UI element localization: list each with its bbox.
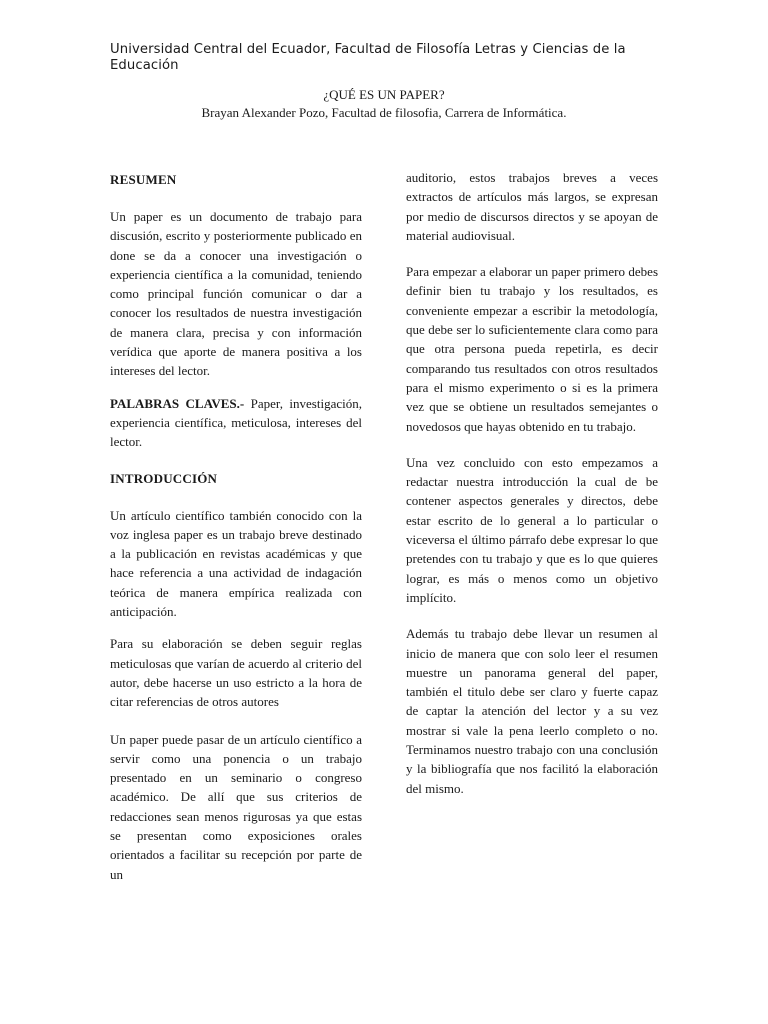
body-paragraph-1: auditorio, estos trabajos breves a veces extractos de artículos más largos, se expresan por medio de discursos directos y se apoyan de material audiovisual. — [406, 170, 658, 243]
introduction-paragraph-3: Un paper puede pasar de un artículo científico a servir como una ponencia o un trabajo presentado en un seminario o congreso académico. De allí que sus criterios de redacciones sean menos rigurosas ya que estas se presentan como exposiciones orales orientados a facilitar su recepción por parte de un — [110, 731, 362, 882]
body-paragraph-3: Una vez concluido con esto empezamos a redactar nuestra introducción la cual de be contener aspectos generales y directos, debe estar escrito de lo general a lo particular o viceversa el último párrafo debe expresar lo que pretendes con tu trabajo y que es lo que quieres lograr, es más o menos como un objetivo implícito. — [406, 454, 658, 605]
keywords-paragraph — [110, 394, 362, 452]
abstract-heading: RESUMEN — [110, 172, 177, 187]
left-column — [110, 170, 362, 897]
keywords-heading: PALABRAS CLAVES.- — [110, 395, 245, 411]
right-column — [406, 168, 658, 811]
keywords-text: Paper, investigación, experiencia científica, meticulosa, intereses del lector. — [110, 395, 362, 450]
paper-title: ¿QUÉ ES UN PAPER? — [323, 87, 445, 102]
introduction-heading: INTRODUCCIÓN — [110, 470, 218, 486]
introduction-paragraph-1: Un artículo científico también conocido con la voz inglesa paper es un trabajo breve destinado a la publicación en revistas académicas y que hace referencia a una actividad de indagación teórica de manera empírica realizada con anticipación. — [110, 507, 362, 620]
abstract-text: Un paper es un documento de trabajo para discusión, escrito y posteriormente publicado en done se da a conocer una investigación o experiencia científica a la comunidad, teniendo como principal función comunicar o dar a conocer los resultados de nuestra investigación de manera clara, precisa y con información verídica que aporte de manera positiva a los intereses del lector. — [110, 209, 362, 379]
paper-author: Brayan Alexander Pozo, Facultad de filosofia, Carrera de Informática. — [201, 105, 567, 120]
introduction-paragraph-2: Para su elaboración se deben seguir reglas meticulosas que varían de acuerdo al criterio del autor, debe hacerse un uso estricto a la hora de citar referencias de otros autores — [110, 636, 362, 710]
institution-header: Universidad Central del Ecuador, Facultad de Filosofía Letras y Ciencias de la Educación — [110, 42, 626, 73]
body-paragraph-2: Para empezar a elaborar un paper primero debes definir bien tu trabajo y los resultados, es conveniente empezar a escribir la metodología, que debe ser lo suficientemente clara como para que otra persona pueda repetirla, es decir comparando tus resultados con otros resultados para el mismo experimento o si es la primera vez que se obtiene un resultados semejantes o novedosos que hayas obtenido en tu trabajo. — [406, 264, 658, 434]
body-paragraph-4: Además tu trabajo debe llevar un resumen al inicio de manera que con solo leer el resumen muestre un panorama general del paper, también el titulo debe ser claro y fuerte capaz de captar la atención del lector y a su vez mostrar si vale la pena leerlo completo o no. Terminamos nuestro trabajo con una conclusión y la bibliografía que nos facilitó la elaboración del mismo. — [406, 626, 658, 796]
